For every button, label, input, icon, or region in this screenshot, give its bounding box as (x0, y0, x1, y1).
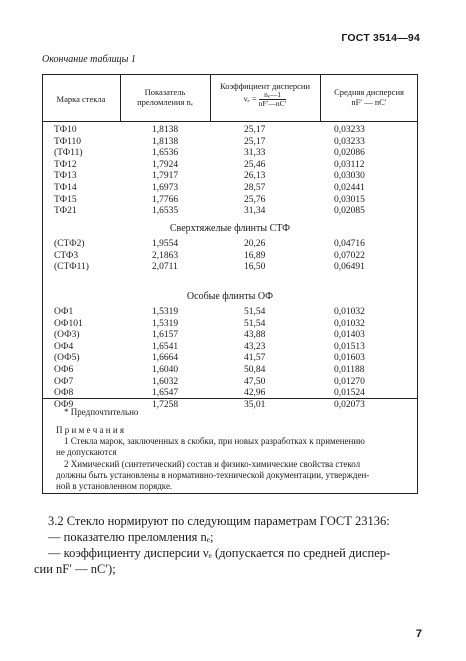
cell-mean-dispersion: 0,02085 (334, 206, 365, 217)
cell-dispersion: 25,17 (244, 125, 266, 135)
cell-mark: ТФ10 (54, 125, 77, 135)
cell-mark: СТФ3 (54, 250, 79, 261)
cell-refraction: 1,5319 (152, 318, 179, 329)
cell-dispersion: 16,89 (244, 250, 266, 261)
cell-mark: (ТФ11) (54, 148, 83, 159)
col-header-mean-l1: Средняя дисперсия (334, 87, 404, 97)
cell-mark: ТФ15 (54, 194, 77, 205)
cell-mark: ОФ7 (54, 376, 74, 387)
cell-mark: ОФ101 (54, 318, 83, 329)
cell-refraction: 1,9554 (152, 239, 179, 249)
col-header-refraction-l2: преломления nₑ (137, 97, 193, 107)
page-number: 7 (415, 628, 422, 640)
param-dispersion: — коэффициенту дисперсии νₑ (допускается по средней диспер- (48, 546, 391, 560)
cell-dispersion: 25,17 (244, 136, 266, 147)
cell-refraction: 1,7924 (152, 159, 179, 170)
table-left-border (42, 75, 43, 493)
table-caption: Окончание таблицы 1 (42, 54, 136, 65)
cell-mean-dispersion: 0,03015 (334, 194, 365, 205)
header-rule (42, 121, 418, 122)
col-header-refraction (120, 87, 210, 107)
cell-refraction: 1,6157 (152, 330, 179, 341)
cell-refraction: 1,6032 (152, 376, 179, 387)
table (42, 74, 418, 494)
paragraph-3-2: 3.2 Стекло нормируют по следующим параметрам ГОСТ 23136: (48, 514, 390, 528)
cell-dispersion: 25,46 (244, 159, 266, 170)
note-2-line-2: должны быть установлены в нормативно-технической документации, утвержден- (56, 470, 370, 480)
param-refraction: — показателю преломления nₑ; (48, 530, 214, 544)
notes-rule (42, 398, 418, 399)
col-header-mean-dispersion (320, 87, 418, 107)
cell-dispersion: 31,34 (244, 206, 266, 217)
cell-dispersion: 26,13 (244, 171, 266, 182)
dispersion-formula (259, 91, 286, 108)
cell-refraction: 1,7766 (152, 194, 179, 205)
cell-refraction: 1,6040 (152, 365, 179, 375)
cell-dispersion: 43,88 (244, 330, 266, 341)
cell-mark: ТФ110 (54, 136, 81, 147)
section-title-of: Особые флинты ОФ (186, 291, 274, 302)
cell-mean-dispersion: 0,02086 (334, 148, 365, 159)
cell-mark: ТФ13 (54, 171, 77, 182)
footnote: * Предпочтительно (64, 407, 139, 417)
col-header-refraction-l1: Показатель (144, 87, 186, 97)
note-1-line-2: не допускаются (56, 447, 117, 457)
note-2-line-3: ной в установленном порядке. (56, 481, 173, 491)
cell-dispersion: 25,76 (244, 194, 266, 205)
dispersion-formula-num: nₑ—1 (259, 91, 286, 100)
cell-mark: (ОФ3) (54, 330, 80, 341)
cell-refraction: 1,6535 (152, 206, 179, 217)
col-header-mean-l2: nF′ — nC′ (351, 97, 387, 107)
cell-mean-dispersion: 0,02073 (334, 399, 365, 410)
col-header-dispersion-l1: Коэффициент дисперсии (219, 81, 311, 91)
cell-mean-dispersion: 0,01513 (334, 341, 365, 352)
cell-mark: ТФ14 (54, 183, 77, 193)
table-right-border (417, 75, 418, 493)
cell-mark: (СТФ11) (54, 262, 89, 273)
cell-mark: (СТФ2) (54, 239, 85, 249)
cell-mean-dispersion: 0,04716 (334, 239, 365, 249)
cell-refraction: 1,7917 (152, 171, 179, 182)
cell-mean-dispersion: 0,03112 (334, 159, 365, 170)
cell-refraction: 1,6541 (152, 341, 179, 352)
cell-mark: ОФ1 (54, 307, 74, 317)
cell-mark: (ОФ5) (54, 353, 80, 364)
cell-dispersion: 31,33 (244, 148, 266, 159)
col-header-dispersion (210, 81, 320, 108)
cell-mean-dispersion: 0,07022 (334, 250, 365, 261)
cell-refraction: 1,8138 (152, 136, 179, 147)
cell-mean-dispersion: 0,01270 (334, 376, 365, 387)
cell-dispersion: 50,84 (244, 365, 266, 375)
cell-refraction: 1,6973 (152, 183, 179, 193)
cell-dispersion: 42,96 (244, 388, 266, 399)
cell-dispersion: 20,26 (244, 239, 266, 249)
cell-dispersion: 47,50 (244, 376, 266, 387)
cell-refraction: 1,6547 (152, 388, 179, 399)
cell-mark: ОФ6 (54, 365, 74, 375)
cell-mean-dispersion: 0,03030 (334, 171, 365, 182)
dispersion-formula-prefix: νₑ = (243, 93, 257, 104)
cell-dispersion: 51,54 (244, 307, 266, 317)
cell-mean-dispersion: 0,01603 (334, 353, 365, 364)
cell-refraction: 1,6664 (152, 353, 179, 364)
cell-refraction: 1,8138 (152, 125, 179, 135)
col-header-mark: Марка стекла (56, 94, 106, 104)
cell-refraction: 1,6536 (152, 148, 179, 159)
cell-mark: ОФ9 (54, 399, 74, 410)
cell-mean-dispersion: 0,01188 (334, 365, 365, 375)
cell-mean-dispersion: 0,03233 (334, 136, 365, 147)
cell-mean-dispersion: 0,01032 (334, 318, 365, 329)
note-2-line-1: 2 Химический (синтетический) состав и физико-химические свойства стекол (64, 459, 361, 469)
cell-mean-dispersion: 0,03233 (334, 125, 365, 135)
dispersion-formula-den: nF′—nC′ (258, 99, 287, 108)
cell-mark: ОФ4 (54, 341, 74, 352)
notes-title: П р и м е ч а н и я (56, 425, 125, 435)
cell-mean-dispersion: 0,01032 (334, 307, 365, 317)
cell-mark: ОФ8 (54, 388, 74, 399)
cell-mean-dispersion: 0,06491 (334, 262, 365, 273)
cell-refraction: 2,0711 (152, 262, 178, 273)
cell-dispersion: 51,54 (244, 318, 266, 329)
cell-mark: ТФ12 (54, 159, 77, 170)
cell-refraction: 1,5319 (152, 307, 179, 317)
note-1-line-1: 1 Стекла марок, заключенных в скобки, при новых разработках к применению (64, 436, 365, 446)
cell-dispersion: 16,50 (244, 262, 266, 273)
cell-dispersion: 43,23 (244, 341, 266, 352)
cell-refraction: 2,1863 (152, 250, 179, 261)
cell-mark: ТФ21 (54, 206, 77, 217)
standard-header: ГОСТ 3514—94 (341, 32, 420, 44)
cell-mean-dispersion: 0,02441 (334, 183, 365, 193)
cell-dispersion: 35,01 (244, 399, 266, 410)
cell-mean-dispersion: 0,01403 (334, 330, 365, 341)
cell-dispersion: 28,57 (244, 183, 266, 193)
cell-dispersion: 41,57 (244, 353, 266, 364)
cell-refraction: 1,7258 (152, 399, 179, 410)
cell-mean-dispersion: 0,01524 (334, 388, 365, 399)
section-title-stf: Сверхтяжелые флинты СТФ (169, 223, 291, 234)
param-dispersion-cont: сии nF′ — nC′); (34, 562, 116, 576)
